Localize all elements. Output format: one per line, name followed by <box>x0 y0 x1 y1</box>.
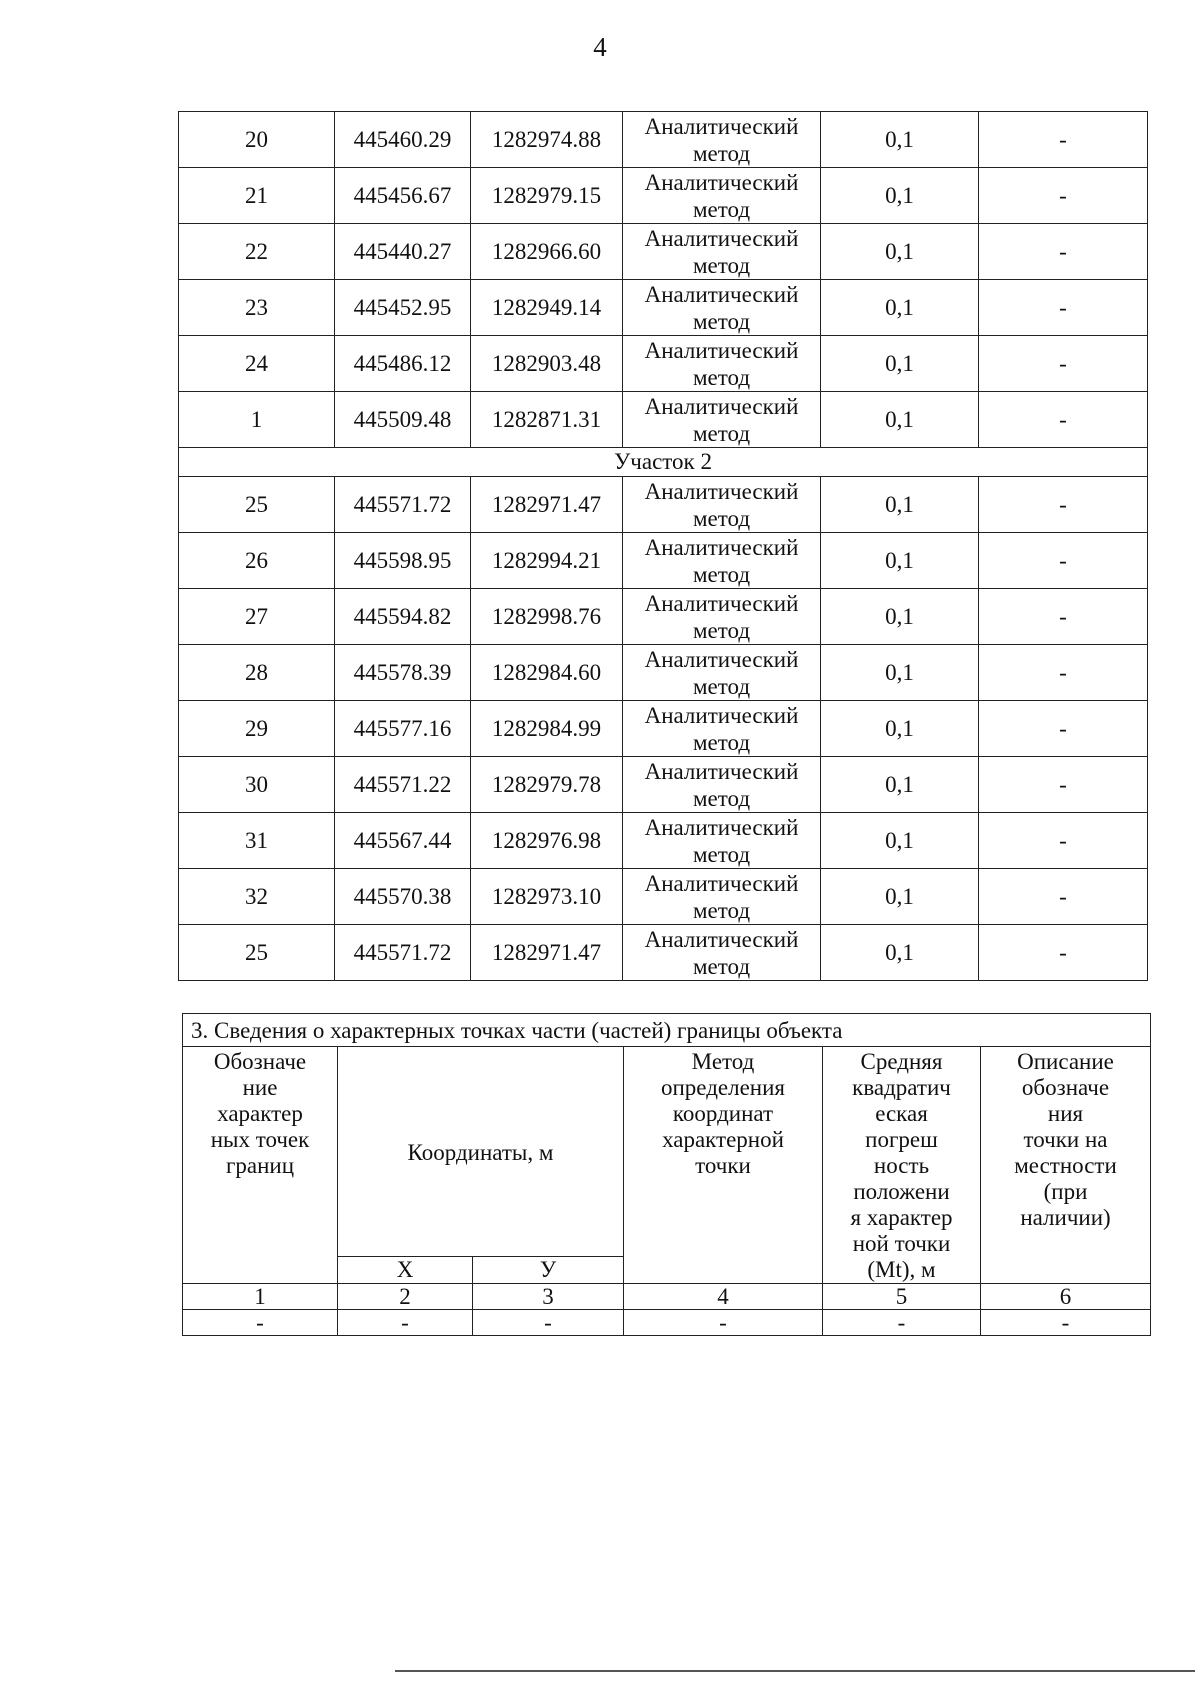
point-row <box>179 701 1148 757</box>
header-line: координат <box>672 1101 774 1126</box>
x-coordinate-cell: 445598.95 <box>335 533 471 589</box>
method-cell <box>623 336 821 392</box>
header-line: местности <box>1014 1153 1117 1178</box>
mean-square-error-cell: 0,1 <box>821 925 979 981</box>
column-number: 4 <box>624 1284 823 1310</box>
method-cell <box>623 813 821 869</box>
header-line: еская <box>875 1101 928 1126</box>
y-coordinate-cell: 1282994.21 <box>471 533 623 589</box>
footer-rule <box>395 1670 1195 1672</box>
method-line: метод <box>692 505 751 531</box>
y-coordinate-cell: 1282966.60 <box>471 224 623 280</box>
x-coordinate-cell: 445460.29 <box>335 112 471 168</box>
method-cell <box>623 168 821 224</box>
description-cell: - <box>979 280 1148 336</box>
description-cell: - <box>979 224 1148 280</box>
mean-square-error-cell: 0,1 <box>821 336 979 392</box>
x-coordinate-cell: 445571.22 <box>335 757 471 813</box>
method-line: Аналитический <box>644 393 799 419</box>
header-line: точки на <box>1023 1127 1108 1152</box>
point-row <box>179 533 1148 589</box>
y-coordinate-cell: 1282903.48 <box>471 336 623 392</box>
point-row <box>179 168 1148 224</box>
header-x: Х <box>338 1257 473 1284</box>
method-line: Аналитический <box>644 113 799 139</box>
x-coordinate-cell: 445578.39 <box>335 645 471 701</box>
column-number: 1 <box>183 1284 338 1310</box>
method-cell <box>623 757 821 813</box>
header-line: погреш <box>865 1127 938 1152</box>
x-coordinate-cell: 445594.82 <box>335 589 471 645</box>
mean-square-error-cell: 0,1 <box>821 280 979 336</box>
header-line: точки <box>695 1153 751 1178</box>
mean-square-error-cell: 0,1 <box>821 813 979 869</box>
description-cell: - <box>979 869 1148 925</box>
header-line: Метод <box>691 1049 755 1074</box>
x-coordinate-cell: 445509.48 <box>335 392 471 448</box>
method-line: Аналитический <box>644 534 799 560</box>
description-cell: - <box>979 392 1148 448</box>
y-coordinate-cell: 1282974.88 <box>471 112 623 168</box>
method-cell <box>623 701 821 757</box>
mean-square-error-cell: 0,1 <box>821 869 979 925</box>
point-number-cell: 29 <box>179 701 335 757</box>
page-number: 4 <box>593 32 607 62</box>
mean-square-error-cell: 0,1 <box>821 533 979 589</box>
column-number-row <box>183 1284 1151 1310</box>
column-number: 6 <box>981 1284 1151 1310</box>
mean-square-error-cell: 0,1 <box>821 589 979 645</box>
method-line: Аналитический <box>644 281 799 307</box>
column-number: 3 <box>473 1284 624 1310</box>
object-parts-points-table <box>182 1013 1151 1336</box>
y-coordinate-cell: 1282971.47 <box>471 477 623 533</box>
y-coordinate-cell: 1282998.76 <box>471 589 623 645</box>
y-coordinate-cell: 1282984.60 <box>471 645 623 701</box>
description-cell: - <box>979 925 1148 981</box>
y-coordinate-cell: 1282971.47 <box>471 925 623 981</box>
method-cell <box>623 533 821 589</box>
empty-cell: - <box>473 1310 624 1336</box>
method-line: метод <box>692 785 751 811</box>
header-line: характер <box>217 1101 303 1126</box>
method-line: Аналитический <box>644 814 799 840</box>
point-row <box>179 925 1148 981</box>
method-line: Аналитический <box>644 646 799 672</box>
method-line: метод <box>692 729 751 755</box>
method-cell <box>623 280 821 336</box>
description-cell: - <box>979 757 1148 813</box>
point-row <box>179 224 1148 280</box>
x-coordinate-cell: 445571.72 <box>335 925 471 981</box>
mean-square-error-cell: 0,1 <box>821 392 979 448</box>
point-number-cell: 20 <box>179 112 335 168</box>
mean-square-error-cell: 0,1 <box>821 477 979 533</box>
point-number-cell: 21 <box>179 168 335 224</box>
method-line: Аналитический <box>644 758 799 784</box>
empty-cell: - <box>338 1310 473 1336</box>
header-line: ных точек <box>210 1127 310 1152</box>
description-cell: - <box>979 701 1148 757</box>
header-line: наличии) <box>1020 1205 1111 1230</box>
method-line: Аналитический <box>644 169 799 195</box>
method-line: метод <box>692 897 751 923</box>
method-line: метод <box>692 673 751 699</box>
empty-data-row <box>183 1310 1151 1336</box>
mean-square-error-cell: 0,1 <box>821 701 979 757</box>
header-line: ной точки <box>852 1231 951 1256</box>
header-line: (Mt), м <box>867 1257 936 1282</box>
empty-cell: - <box>823 1310 981 1336</box>
description-cell: - <box>979 589 1148 645</box>
point-row <box>179 477 1148 533</box>
description-cell: - <box>979 645 1148 701</box>
empty-cell: - <box>624 1310 823 1336</box>
header-line: я характер <box>850 1205 953 1230</box>
method-line: метод <box>692 953 751 979</box>
boundary-points-table <box>178 111 1148 981</box>
header-description <box>981 1047 1151 1284</box>
description-cell: - <box>979 477 1148 533</box>
description-cell: - <box>979 168 1148 224</box>
method-line: Аналитический <box>644 870 799 896</box>
section-title: Участок 2 <box>179 448 1148 477</box>
column-number: 5 <box>823 1284 981 1310</box>
method-line: метод <box>692 308 751 334</box>
point-number-cell: 32 <box>179 869 335 925</box>
x-coordinate-cell: 445567.44 <box>335 813 471 869</box>
method-line: метод <box>692 196 751 222</box>
point-number-cell: 25 <box>179 477 335 533</box>
method-line: метод <box>692 841 751 867</box>
x-coordinate-cell: 445456.67 <box>335 168 471 224</box>
method-line: метод <box>692 252 751 278</box>
method-cell <box>623 477 821 533</box>
point-number-cell: 24 <box>179 336 335 392</box>
method-cell <box>623 589 821 645</box>
method-cell <box>623 392 821 448</box>
header-line: (при <box>1043 1179 1088 1204</box>
x-coordinate-cell: 445570.38 <box>335 869 471 925</box>
method-line: Аналитический <box>644 225 799 251</box>
description-cell: - <box>979 336 1148 392</box>
y-coordinate-cell: 1282949.14 <box>471 280 623 336</box>
header-line: квадратич <box>852 1075 951 1100</box>
mean-square-error-cell: 0,1 <box>821 168 979 224</box>
y-coordinate-cell: 1282984.99 <box>471 701 623 757</box>
x-coordinate-cell: 445440.27 <box>335 224 471 280</box>
header-line: обозначе <box>1021 1075 1110 1100</box>
section-row <box>179 448 1148 477</box>
description-cell: - <box>979 533 1148 589</box>
method-cell <box>623 869 821 925</box>
y-coordinate-cell: 1282979.15 <box>471 168 623 224</box>
point-number-cell: 31 <box>179 813 335 869</box>
mean-square-error-cell: 0,1 <box>821 112 979 168</box>
x-coordinate-cell: 445571.72 <box>335 477 471 533</box>
method-line: метод <box>692 364 751 390</box>
method-line: Аналитический <box>644 337 799 363</box>
y-coordinate-cell: 1282976.98 <box>471 813 623 869</box>
point-row <box>179 757 1148 813</box>
point-number-cell: 27 <box>179 589 335 645</box>
header-line: ние <box>242 1075 278 1100</box>
x-coordinate-cell: 445486.12 <box>335 336 471 392</box>
point-number-cell: 26 <box>179 533 335 589</box>
mean-square-error-cell: 0,1 <box>821 224 979 280</box>
header-line: положени <box>853 1179 950 1204</box>
point-number-cell: 1 <box>179 392 335 448</box>
header-line: Обозначе <box>213 1049 307 1074</box>
empty-cell: - <box>183 1310 338 1336</box>
point-row <box>179 280 1148 336</box>
method-cell <box>623 224 821 280</box>
point-row <box>179 589 1148 645</box>
header-line: Описание <box>1017 1049 1114 1074</box>
column-number: 2 <box>338 1284 473 1310</box>
description-cell: - <box>979 112 1148 168</box>
description-cell: - <box>979 813 1148 869</box>
header-coordinates: Координаты, м <box>338 1047 624 1257</box>
header-method <box>624 1047 823 1284</box>
x-coordinate-cell: 445452.95 <box>335 280 471 336</box>
method-line: Аналитический <box>644 702 799 728</box>
header-line: ность <box>873 1153 930 1178</box>
header-line: характерной <box>662 1127 784 1152</box>
header-y: У <box>473 1257 624 1284</box>
y-coordinate-cell: 1282973.10 <box>471 869 623 925</box>
point-number-cell: 25 <box>179 925 335 981</box>
method-cell <box>623 645 821 701</box>
method-line: Аналитический <box>644 590 799 616</box>
mean-square-error-cell: 0,1 <box>821 645 979 701</box>
header-line: ния <box>1047 1101 1084 1126</box>
point-number-cell: 22 <box>179 224 335 280</box>
header-line: границ <box>225 1153 295 1178</box>
method-line: метод <box>692 420 751 446</box>
header-line: Средняя <box>860 1049 943 1074</box>
method-line: Аналитический <box>644 478 799 504</box>
x-coordinate-cell: 445577.16 <box>335 701 471 757</box>
header-mean-square-error <box>823 1047 981 1284</box>
method-cell <box>623 925 821 981</box>
method-line: Аналитический <box>644 926 799 952</box>
point-row <box>179 813 1148 869</box>
point-row <box>179 645 1148 701</box>
y-coordinate-cell: 1282871.31 <box>471 392 623 448</box>
method-cell <box>623 112 821 168</box>
section-heading: 3. Сведения о характерных точках части (частей) границы объекта <box>183 1014 1151 1047</box>
point-row <box>179 392 1148 448</box>
method-line: метод <box>692 140 751 166</box>
method-line: метод <box>692 561 751 587</box>
point-number-cell: 30 <box>179 757 335 813</box>
header-point-designation <box>183 1047 338 1284</box>
method-line: метод <box>692 617 751 643</box>
header-line: определения <box>660 1075 785 1100</box>
point-number-cell: 28 <box>179 645 335 701</box>
point-number-cell: 23 <box>179 280 335 336</box>
point-row <box>179 869 1148 925</box>
empty-cell: - <box>981 1310 1151 1336</box>
point-row <box>179 112 1148 168</box>
mean-square-error-cell: 0,1 <box>821 757 979 813</box>
y-coordinate-cell: 1282979.78 <box>471 757 623 813</box>
point-row <box>179 336 1148 392</box>
